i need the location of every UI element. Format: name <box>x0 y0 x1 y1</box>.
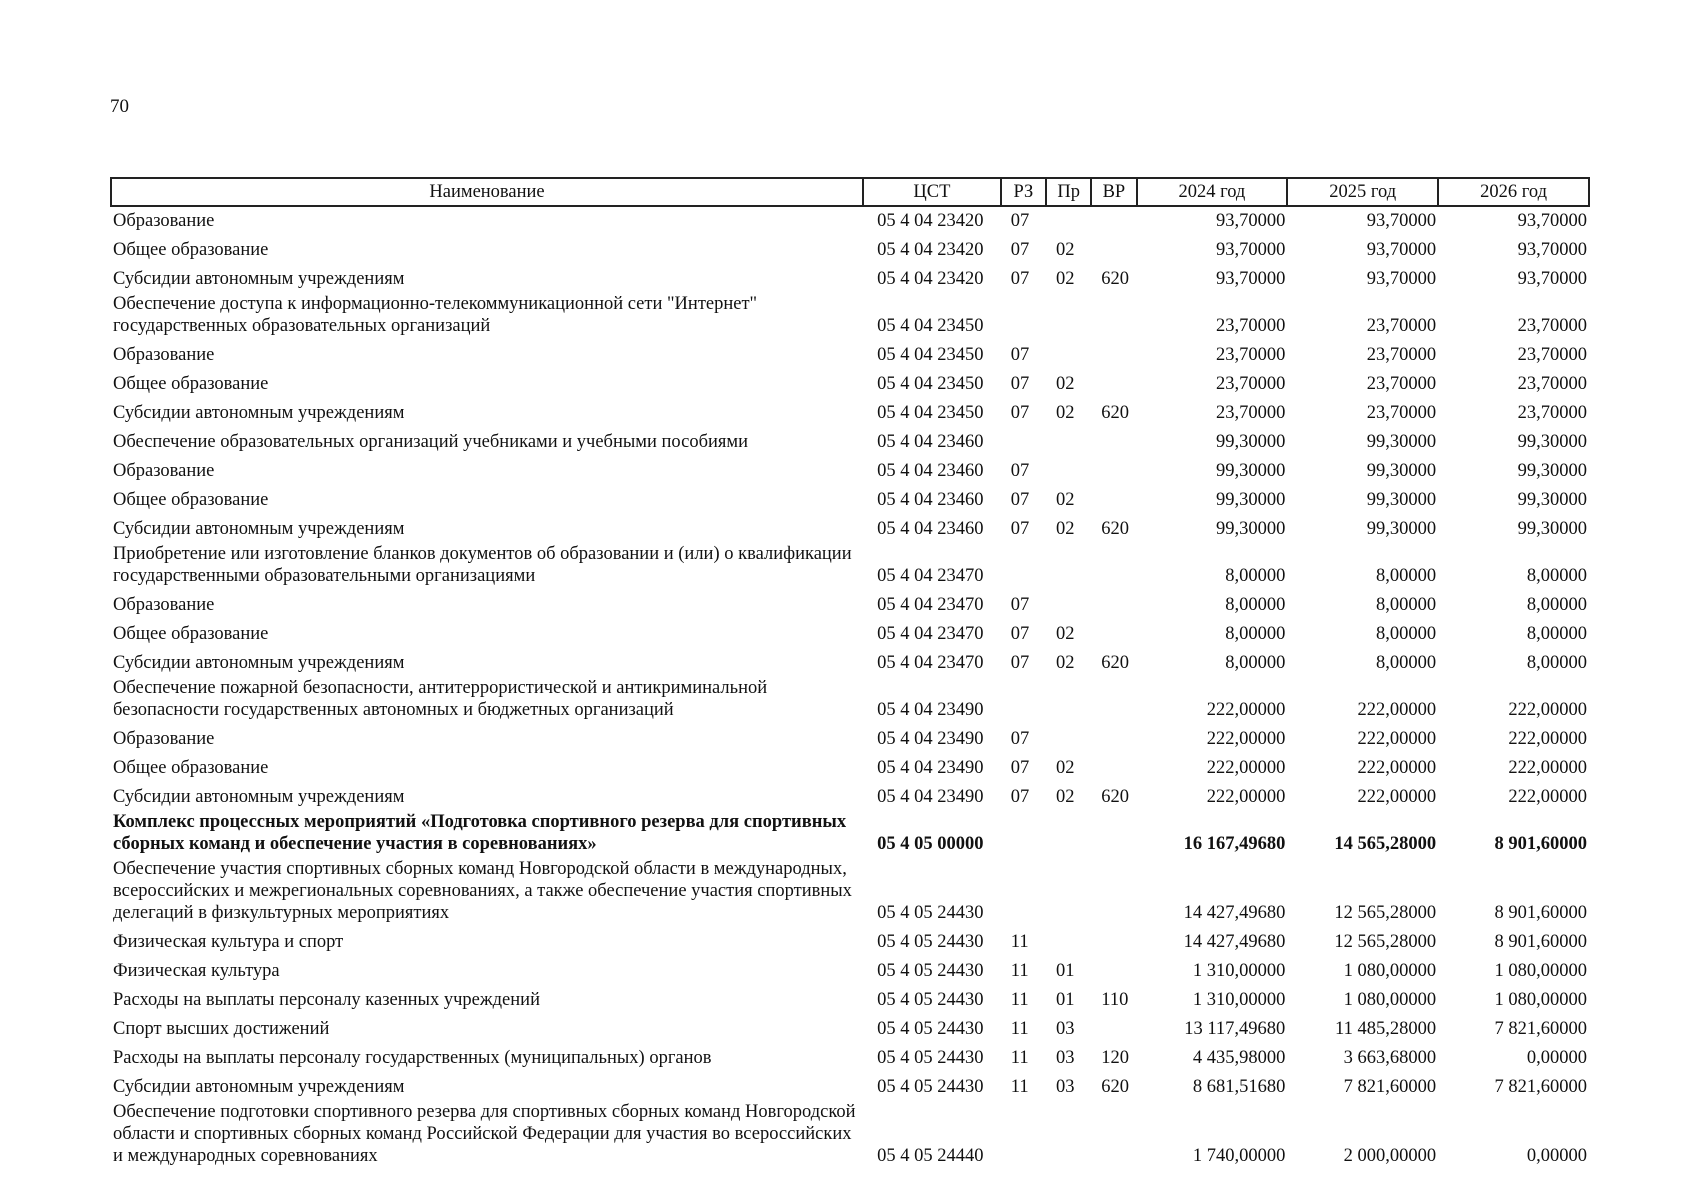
table-row <box>111 485 1589 514</box>
cell-name: Физическая культура и спорт <box>113 932 344 952</box>
cell-2024: 222,00000 <box>1206 787 1286 807</box>
cell-2026: 1 080,00000 <box>1494 990 1587 1010</box>
cell-2025: 8,00000 <box>1376 624 1437 644</box>
cell-name: Физическая культура <box>113 961 280 981</box>
cell-2024: 99,30000 <box>1215 432 1286 452</box>
cell-pr: 02 <box>1056 758 1075 778</box>
cell-2026: 8 901,60000 <box>1494 903 1587 923</box>
cell-vr: 110 <box>1101 990 1129 1010</box>
cell-2024: 23,70000 <box>1215 403 1286 423</box>
cell-pr: 02 <box>1056 269 1075 289</box>
cell-2025: 93,70000 <box>1366 211 1437 231</box>
cell-rz: 07 <box>1010 345 1030 365</box>
cell-name: Комплекс процессных мероприятий «Подготовка спортивного резерва для спортивных сборных команд и обеспечение участия в соревнованиях» <box>113 812 847 854</box>
cell-2025: 23,70000 <box>1366 345 1437 365</box>
cell-2024: 8,00000 <box>1225 566 1286 586</box>
cell-rz: 07 <box>1010 787 1030 807</box>
cell-cst: 05 4 04 23490 <box>877 729 984 749</box>
cell-2025: 8,00000 <box>1376 653 1437 673</box>
cell-rz: 07 <box>1010 519 1030 539</box>
table-row <box>111 858 1589 927</box>
cell-name: Субсидии автономным учреждениям <box>113 269 405 289</box>
cell-2024: 93,70000 <box>1215 269 1286 289</box>
cell-pr <box>1046 543 1091 590</box>
cell-2025: 93,70000 <box>1366 269 1437 289</box>
cell-rz: 11 <box>1010 932 1029 952</box>
cell-vr <box>1091 724 1136 753</box>
table-row <box>111 456 1589 485</box>
cell-2026: 1 080,00000 <box>1494 961 1587 981</box>
cell-2026: 8,00000 <box>1526 624 1587 644</box>
cell-vr: 620 <box>1101 653 1130 673</box>
cell-2025: 99,30000 <box>1366 519 1437 539</box>
cell-vr <box>1091 293 1136 340</box>
cell-pr: 01 <box>1056 990 1075 1010</box>
header-2025: 2025 год <box>1287 178 1438 206</box>
cell-pr: 02 <box>1056 787 1075 807</box>
table-row <box>111 782 1589 811</box>
table-row <box>111 264 1589 293</box>
cell-pr <box>1046 206 1091 235</box>
cell-2024: 23,70000 <box>1215 316 1286 336</box>
cell-2025: 8,00000 <box>1376 595 1437 615</box>
cell-cst: 05 4 05 24430 <box>877 1048 984 1068</box>
cell-cst: 05 4 04 23470 <box>877 653 984 673</box>
cell-name: Приобретение или изготовление бланков документов об образовании и (или) о квалификации государственными образовательными организациями <box>113 544 852 586</box>
table-row <box>111 753 1589 782</box>
header-rz: РЗ <box>1001 178 1046 206</box>
cell-name: Общее образование <box>113 758 269 778</box>
table-row <box>111 369 1589 398</box>
cell-2026: 99,30000 <box>1517 432 1587 452</box>
cell-pr <box>1046 293 1091 340</box>
cell-2024: 99,30000 <box>1215 519 1286 539</box>
cell-name: Спорт высших достижений <box>113 1019 330 1039</box>
cell-rz <box>1001 427 1046 456</box>
cell-pr: 02 <box>1056 519 1075 539</box>
cell-name: Общее образование <box>113 624 269 644</box>
cell-name: Общее образование <box>113 490 269 510</box>
cell-2024: 8,00000 <box>1225 624 1286 644</box>
cell-2025: 99,30000 <box>1366 461 1437 481</box>
cell-2026: 23,70000 <box>1517 345 1587 365</box>
table-row <box>111 340 1589 369</box>
cell-2025: 11 485,28000 <box>1335 1019 1437 1039</box>
cell-vr: 120 <box>1101 1048 1130 1068</box>
cell-cst: 05 4 04 23420 <box>877 269 984 289</box>
cell-name: Субсидии автономным учреждениям <box>113 1077 405 1097</box>
cell-rz: 07 <box>1010 653 1030 673</box>
cell-vr <box>1091 677 1136 724</box>
cell-name: Расходы на выплаты персоналу государственных (муниципальных) органов <box>113 1048 712 1068</box>
cell-name: Общее образование <box>113 374 269 394</box>
cell-2025: 222,00000 <box>1357 787 1437 807</box>
cell-2026: 8 901,60000 <box>1494 932 1587 952</box>
cell-vr <box>1091 811 1136 858</box>
cell-2026: 222,00000 <box>1508 729 1587 749</box>
cell-pr: 02 <box>1056 653 1075 673</box>
cell-name: Обеспечение участия спортивных сборных команд Новгородской области в международных, всероссийских и межрегиональных соревнованиях, а также обеспечение участия спортивных делегаций в физкультурных мероприятиях <box>113 859 852 923</box>
cell-rz: 07 <box>1010 240 1030 260</box>
cell-2025: 222,00000 <box>1357 758 1437 778</box>
cell-cst: 05 4 04 23460 <box>877 432 984 452</box>
table-row <box>111 724 1589 753</box>
cell-2025: 93,70000 <box>1366 240 1437 260</box>
cell-cst: 05 4 04 23460 <box>877 461 984 481</box>
cell-cst: 05 4 05 24430 <box>877 903 984 923</box>
cell-2026: 8,00000 <box>1526 653 1587 673</box>
cell-pr: 02 <box>1056 490 1075 510</box>
cell-cst: 05 4 04 23470 <box>877 566 984 586</box>
cell-name: Образование <box>113 345 215 365</box>
cell-pr: 03 <box>1056 1019 1075 1039</box>
cell-pr <box>1046 340 1091 369</box>
table-row <box>111 811 1589 858</box>
cell-rz: 11 <box>1010 990 1029 1010</box>
cell-name: Субсидии автономным учреждениям <box>113 519 405 539</box>
cell-2024: 23,70000 <box>1215 374 1286 394</box>
cell-2024: 8,00000 <box>1225 595 1286 615</box>
header-2026: 2026 год <box>1438 178 1589 206</box>
cell-2026: 93,70000 <box>1517 211 1587 231</box>
cell-vr <box>1091 590 1136 619</box>
cell-2024: 14 427,49680 <box>1183 932 1286 952</box>
cell-pr: 02 <box>1056 374 1075 394</box>
cell-2026: 99,30000 <box>1517 490 1587 510</box>
cell-vr <box>1091 1101 1136 1170</box>
cell-2026: 8,00000 <box>1526 566 1587 586</box>
cell-vr: 620 <box>1101 519 1130 539</box>
table-row <box>111 543 1589 590</box>
cell-vr: 620 <box>1101 1077 1130 1097</box>
cell-pr <box>1046 927 1091 956</box>
cell-rz: 07 <box>1010 403 1030 423</box>
table-row <box>111 514 1589 543</box>
cell-2025: 12 565,28000 <box>1334 932 1437 952</box>
cell-cst: 05 4 04 23460 <box>877 519 984 539</box>
table-row <box>111 1101 1589 1170</box>
table-row <box>111 1072 1589 1101</box>
header-pr: Пр <box>1046 178 1091 206</box>
cell-2024: 99,30000 <box>1215 490 1286 510</box>
cell-cst: 05 4 04 23470 <box>877 624 984 644</box>
cell-2025: 7 821,60000 <box>1343 1077 1437 1097</box>
table-row <box>111 206 1589 235</box>
cell-2024: 13 117,49680 <box>1184 1019 1286 1039</box>
cell-2026: 99,30000 <box>1517 519 1587 539</box>
cell-rz: 07 <box>1010 211 1030 231</box>
cell-rz: 07 <box>1010 269 1030 289</box>
cell-vr: 620 <box>1101 787 1130 807</box>
cell-2024: 99,30000 <box>1215 461 1286 481</box>
cell-name: Расходы на выплаты персоналу казенных учреждений <box>113 990 540 1010</box>
table-row <box>111 956 1589 985</box>
cell-2026: 93,70000 <box>1517 269 1587 289</box>
cell-rz <box>1001 293 1046 340</box>
cell-2024: 4 435,98000 <box>1192 1048 1286 1068</box>
cell-vr <box>1091 456 1136 485</box>
budget-table <box>110 177 1590 1170</box>
cell-2024: 8 681,51680 <box>1192 1077 1286 1097</box>
table-row <box>111 677 1589 724</box>
cell-rz: 07 <box>1010 624 1030 644</box>
cell-cst: 05 4 05 24430 <box>877 1019 984 1039</box>
cell-2024: 16 167,49680 <box>1183 834 1286 854</box>
cell-2024: 14 427,49680 <box>1183 903 1286 923</box>
cell-cst: 05 4 05 24430 <box>877 961 984 981</box>
cell-rz: 07 <box>1010 595 1030 615</box>
cell-pr <box>1046 456 1091 485</box>
cell-pr <box>1046 590 1091 619</box>
cell-vr <box>1091 927 1136 956</box>
cell-vr <box>1091 485 1136 514</box>
cell-rz <box>1001 543 1046 590</box>
cell-vr <box>1091 858 1136 927</box>
cell-rz <box>1001 858 1046 927</box>
cell-2025: 2 000,00000 <box>1343 1146 1437 1166</box>
cell-2026: 93,70000 <box>1517 240 1587 260</box>
cell-rz: 07 <box>1010 490 1030 510</box>
cell-2024: 8,00000 <box>1225 653 1286 673</box>
table-row <box>111 648 1589 677</box>
table-row <box>111 927 1589 956</box>
cell-2025: 222,00000 <box>1357 729 1437 749</box>
cell-name: Образование <box>113 461 215 481</box>
cell-2024: 222,00000 <box>1206 729 1286 749</box>
cell-vr: 620 <box>1101 269 1130 289</box>
cell-pr: 03 <box>1056 1077 1075 1097</box>
cell-2024: 93,70000 <box>1215 211 1286 231</box>
header-vr: ВР <box>1091 178 1136 206</box>
table-row <box>111 427 1589 456</box>
cell-cst: 05 4 04 23490 <box>877 700 984 720</box>
cell-rz: 11 <box>1010 1019 1029 1039</box>
page-number: 70 <box>110 96 129 117</box>
cell-pr: 01 <box>1056 961 1075 981</box>
cell-cst: 05 4 04 23490 <box>877 787 984 807</box>
cell-pr <box>1046 724 1091 753</box>
cell-vr <box>1091 753 1136 782</box>
cell-name: Общее образование <box>113 240 269 260</box>
cell-pr <box>1046 427 1091 456</box>
cell-vr: 620 <box>1101 403 1130 423</box>
cell-name: Субсидии автономным учреждениям <box>113 403 405 423</box>
cell-rz: 07 <box>1010 461 1030 481</box>
cell-2026: 7 821,60000 <box>1494 1077 1587 1097</box>
cell-cst: 05 4 05 24430 <box>877 1077 984 1097</box>
cell-2024: 1 310,00000 <box>1192 990 1286 1010</box>
cell-2026: 23,70000 <box>1517 374 1587 394</box>
cell-pr: 02 <box>1056 403 1075 423</box>
cell-name: Обеспечение пожарной безопасности, антитеррористической и антикриминальной безопасности государственных автономных и бюджетных организаций <box>113 678 768 720</box>
cell-2024: 1 740,00000 <box>1192 1146 1286 1166</box>
cell-name: Образование <box>113 729 215 749</box>
cell-vr <box>1091 543 1136 590</box>
cell-cst: 05 4 04 23450 <box>877 345 984 365</box>
cell-2024: 222,00000 <box>1206 700 1286 720</box>
cell-name: Субсидии автономным учреждениям <box>113 653 405 673</box>
table-row <box>111 985 1589 1014</box>
cell-pr <box>1046 811 1091 858</box>
cell-2025: 14 565,28000 <box>1334 834 1437 854</box>
cell-2025: 99,30000 <box>1366 432 1437 452</box>
cell-vr <box>1091 369 1136 398</box>
cell-cst: 05 4 04 23450 <box>877 403 984 423</box>
cell-2025: 1 080,00000 <box>1343 990 1437 1010</box>
cell-2026: 0,00000 <box>1526 1146 1587 1166</box>
cell-cst: 05 4 05 00000 <box>877 834 984 854</box>
cell-2026: 8,00000 <box>1526 595 1587 615</box>
cell-2024: 23,70000 <box>1215 345 1286 365</box>
cell-pr <box>1046 677 1091 724</box>
cell-2025: 23,70000 <box>1366 316 1437 336</box>
cell-rz: 11 <box>1010 1077 1029 1097</box>
cell-vr <box>1091 1014 1136 1043</box>
cell-pr <box>1046 858 1091 927</box>
cell-pr: 02 <box>1056 624 1075 644</box>
cell-vr <box>1091 619 1136 648</box>
cell-cst: 05 4 04 23420 <box>877 211 984 231</box>
cell-rz <box>1001 677 1046 724</box>
cell-vr <box>1091 206 1136 235</box>
cell-cst: 05 4 04 23450 <box>877 316 984 336</box>
cell-name: Обеспечение образовательных организаций учебниками и учебными пособиями <box>113 432 749 452</box>
table-body <box>111 206 1589 1170</box>
cell-2026: 23,70000 <box>1517 403 1587 423</box>
table-row <box>111 619 1589 648</box>
header-2024: 2024 год <box>1137 178 1288 206</box>
cell-cst: 05 4 04 23490 <box>877 758 984 778</box>
cell-2025: 8,00000 <box>1376 566 1437 586</box>
cell-name: Обеспечение доступа к информационно-телекоммуникационной сети "Интернет" государственных образовательных организаций <box>113 294 758 336</box>
header-name: Наименование <box>111 178 863 206</box>
cell-pr: 03 <box>1056 1048 1075 1068</box>
cell-name: Субсидии автономным учреждениям <box>113 787 405 807</box>
cell-2025: 23,70000 <box>1366 374 1437 394</box>
cell-2024: 222,00000 <box>1206 758 1286 778</box>
cell-2025: 1 080,00000 <box>1343 961 1437 981</box>
cell-2024: 93,70000 <box>1215 240 1286 260</box>
cell-2026: 0,00000 <box>1526 1048 1587 1068</box>
cell-2025: 12 565,28000 <box>1334 903 1437 923</box>
cell-rz: 07 <box>1010 729 1030 749</box>
table-row <box>111 235 1589 264</box>
cell-rz: 07 <box>1010 374 1030 394</box>
cell-cst: 05 4 04 23450 <box>877 374 984 394</box>
cell-2026: 222,00000 <box>1508 758 1587 778</box>
cell-2025: 23,70000 <box>1366 403 1437 423</box>
cell-2024: 1 310,00000 <box>1192 961 1286 981</box>
cell-rz <box>1001 1101 1046 1170</box>
table-header-row <box>111 178 1589 206</box>
cell-2026: 8 901,60000 <box>1494 834 1587 854</box>
cell-rz <box>1001 811 1046 858</box>
cell-pr <box>1046 1101 1091 1170</box>
table-row <box>111 293 1589 340</box>
table-row <box>111 1043 1589 1072</box>
header-cst: ЦСТ <box>863 178 1001 206</box>
cell-name: Образование <box>113 595 215 615</box>
cell-vr <box>1091 235 1136 264</box>
cell-2026: 99,30000 <box>1517 461 1587 481</box>
cell-cst: 05 4 05 24430 <box>877 990 984 1010</box>
cell-vr <box>1091 427 1136 456</box>
cell-2026: 222,00000 <box>1508 787 1587 807</box>
cell-rz: 11 <box>1010 961 1029 981</box>
cell-name: Образование <box>113 211 215 231</box>
cell-vr <box>1091 340 1136 369</box>
cell-rz: 07 <box>1010 758 1030 778</box>
cell-2025: 99,30000 <box>1366 490 1437 510</box>
cell-cst: 05 4 05 24430 <box>877 932 984 952</box>
table-row <box>111 1014 1589 1043</box>
table-row <box>111 590 1589 619</box>
cell-pr: 02 <box>1056 240 1075 260</box>
cell-2026: 7 821,60000 <box>1494 1019 1587 1039</box>
cell-cst: 05 4 04 23460 <box>877 490 984 510</box>
cell-2025: 3 663,68000 <box>1343 1048 1437 1068</box>
cell-2026: 222,00000 <box>1508 700 1587 720</box>
cell-name: Обеспечение подготовки спортивного резерва для спортивных сборных команд Новгородской области и спортивных сборных команд Российской Федерации для участия во всероссийских и международных соревнованиях <box>113 1102 856 1166</box>
cell-2025: 222,00000 <box>1357 700 1437 720</box>
cell-cst: 05 4 04 23470 <box>877 595 984 615</box>
cell-vr <box>1091 956 1136 985</box>
table-row <box>111 398 1589 427</box>
cell-2026: 23,70000 <box>1517 316 1587 336</box>
cell-rz: 11 <box>1010 1048 1029 1068</box>
cell-cst: 05 4 05 24440 <box>877 1146 984 1166</box>
cell-cst: 05 4 04 23420 <box>877 240 984 260</box>
